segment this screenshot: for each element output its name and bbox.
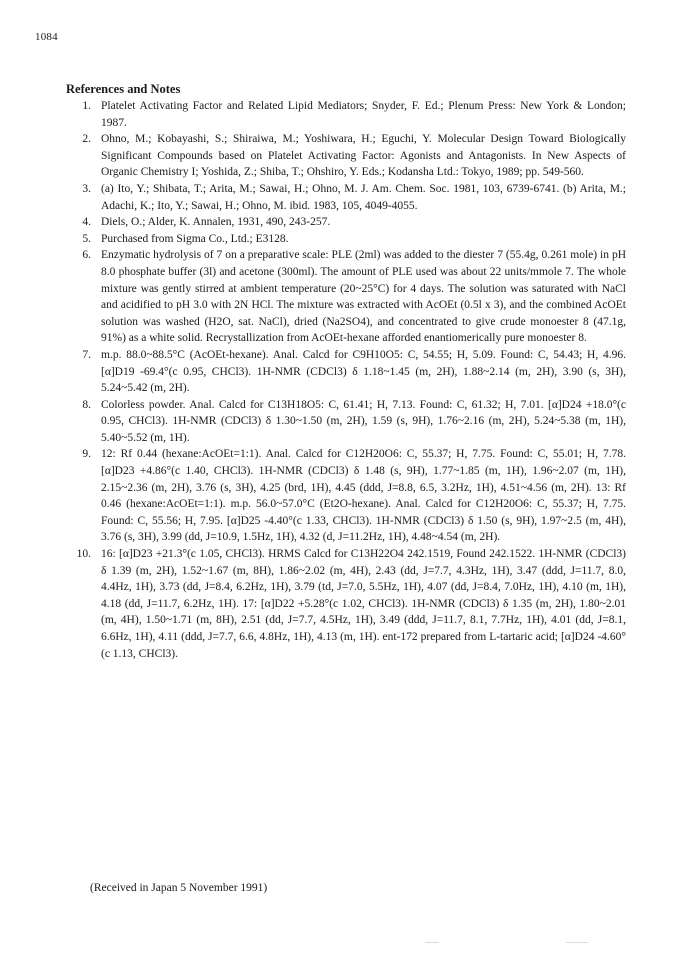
page-number: 1084 xyxy=(35,31,58,43)
reference-number: 3. xyxy=(82,182,91,195)
reference-text: m.p. 88.0~88.5°C (AcOEt-hexane). Anal. Calcd for C9H10O5: C, 54.55; H, 5.09. Found: C, 54.43; H, 4.96. [α]D19 -69.4°(c 0.95, CHCl3). 1H-NMR (CDCl3) δ 1.18~1.45 (m, 2H), 1.88~2.14 (m, 2H), 3.90 (s, 3H), 5.24~5.42 (m, 2H). xyxy=(101,348,626,395)
references-list xyxy=(66,98,626,662)
reference-number: 7. xyxy=(82,348,91,361)
reference-number: 9. xyxy=(82,448,91,461)
reference-item xyxy=(66,181,626,214)
reference-number: 5. xyxy=(82,232,91,245)
reference-number: 4. xyxy=(82,216,91,229)
received-date: (Received in Japan 5 November 1991) xyxy=(90,882,268,894)
reference-text: 12: Rf 0.44 (hexane:AcOEt=1:1). Anal. Calcd for C12H20O6: C, 55.37; H, 7.75. Found: C, 55.01; H, 7.78. [α]D23 +4.86°(c 1.40, CHCl3). 1H-NMR (CDCl3) δ 1.48 (s, 9H), 1.77~1.85 (m, 1H), 1.96~2.07 (m, 1H), 2.15~2.36 (m, 2H), 3.76 (s, 3H), 4.25 (brd, 1H), 4.45 (ddd, J=8.8, 6.5, 3.2Hz, 1H), 4.51~4.56 (m, 2H). 13: Rf 0.46 (hexane:AcOEt=1:1). m.p. 56.0~57.0°C (Et2O-hexane). Anal. Calcd for C12H20O6: C, 55.37; H, 7.75. Found: C, 55.56; H, 7.95. [α]D25 -4.40°(c 1.33, CHCl3). 1H-NMR (CDCl3) δ 1.50 (s, 9H), 1.97~2.5 (m, 4H), 3.76 (s, 3H), 3.99 (dd, J=10.9, 1.5Hz, 1H), 4.32 (d, J=11.2Hz, 1H), 4.48~4.54 (m, 2H). xyxy=(101,448,626,544)
reference-item xyxy=(66,231,626,248)
reference-item xyxy=(66,546,626,662)
reference-item xyxy=(66,347,626,397)
scan-mark xyxy=(566,942,588,943)
reference-number: 1. xyxy=(82,100,91,112)
scan-mark xyxy=(425,942,439,943)
reference-number: 8. xyxy=(82,398,91,411)
reference-text: Ohno, M.; Kobayashi, S.; Shiraiwa, M.; Yoshiwara, H.; Eguchi, Y. Molecular Design Toward Biologically Significant Compounds based on Platelet Activating Factor: Agonists and Antagonists. In New Aspects of Organic Chemistry I; Yoshida, Z.; Shiba, T.; Ohshiro, Y. Eds.; Kodansha Ltd.: Tokyo, 1989; pp. 549-560. xyxy=(101,133,626,179)
reference-text: Platelet Activating Factor and Related Lipid Mediators; Snyder, F. Ed.; Plenum Press: New York & London; 1987. xyxy=(101,100,626,129)
reference-item xyxy=(66,397,626,447)
references-heading: References and Notes xyxy=(66,82,181,96)
reference-text: Diels, O.; Alder, K. Annalen, 1931, 490, 243-257. xyxy=(101,216,331,229)
reference-number: 6. xyxy=(82,249,91,262)
reference-item xyxy=(66,98,626,131)
reference-text: Colorless powder. Anal. Calcd for C13H18O5: C, 61.41; H, 7.13. Found: C, 61.32; H, 7.01. [α]D24 +18.0°(c 0.95, CHCl3). 1H-NMR (CDCl3) δ 1.30~1.50 (m, 2H), 1.59 (s, 9H), 1.76~2.16 (m, 2H), 5.24~5.38 (m, 1H), 5.40~5.52 (m, 1H). xyxy=(101,398,626,444)
reference-text: Purchased from Sigma Co., Ltd.; E3128. xyxy=(101,232,289,245)
reference-text: 16: [α]D23 +21.3°(c 1.05, CHCl3). HRMS Calcd for C13H22O4 242.1519, Found 242.1522. 1H-NMR (CDCl3) δ 1.39 (m, 2H), 1.52~1.67 (m, 8H), 1.86~2.02 (m, 4H), 2.43 (dd, J=7.7, 4.3Hz, 1H), 3.47 (ddd, J=11.7, 8.0, 4.4Hz, 1H), 3.73 (dd, J=8.4, 6.2Hz, 1H), 3.79 (td, J=7.0, 5.5Hz, 1H), 4.07 (dd, J=8.4, 7.0Hz, 1H), 4.10 (m, 1H), 4.18 (dd, J=11.7, 6.2Hz, 1H). 17: [α]D22 +5.28°(c 1.02, CHCl3). 1H-NMR (CDCl3) δ 1.35 (m, 2H), 1.80~2.01 (m, 4H), 1.50~1.71 (m, 8H), 2.51 (dd, J=7.7, 4.5Hz, 1H), 3.49 (ddd, J=11.7, 8.1, 7.7Hz, 1H), 4.01 (dd, J=8.1, 6.6Hz, 1H), 4.11 (ddd, J=7.7, 6.6, 4.8Hz, 1H), 4.13 (m, 1H). ent-172 prepared from L-tartaric acid; [α]D24 -4.60°(c 1.13, CHCl3). xyxy=(101,548,626,660)
reference-number: 10. xyxy=(76,548,91,561)
reference-item xyxy=(66,446,626,546)
reference-text: Enzymatic hydrolysis of 7 on a preparative scale: PLE (2ml) was added to the diester 7 (55.4g, 0.261 mole) in pH 8.0 phosphate buffer (3l) and acetone (300ml). The amount of PLE used was about 22 units/mmole 7. The whole mixture was gently stirred at ambient temperature (20~25°C) for 4 days. The solution was saturated with NaCl and acidified to pH 3.0 with 2N HCl. The mixture was extracted with AcOEt (0.5l x 3), and the combined AcOEt solution was washed (H2O, sat. NaCl), dried (Na2SO4), and concentrated to give crude monoester 8 (47.1g, 91%) as a white solid. Recrystallization from AcOEt-hexane afforded enantiomerically pure monoester 8. xyxy=(101,249,626,345)
reference-text: (a) Ito, Y.; Shibata, T.; Arita, M.; Sawai, H.; Ohno, M. J. Am. Chem. Soc. 1981, 103, 6739-6741. (b) Arita, M.; Adachi, K.; Ito, Y.; Sawai, H.; Ohno, M. ibid. 1983, 105, 4049-4055. xyxy=(101,182,626,212)
reference-item xyxy=(66,247,626,347)
reference-item xyxy=(66,131,626,181)
reference-item xyxy=(66,214,626,231)
reference-number: 2. xyxy=(82,133,91,146)
